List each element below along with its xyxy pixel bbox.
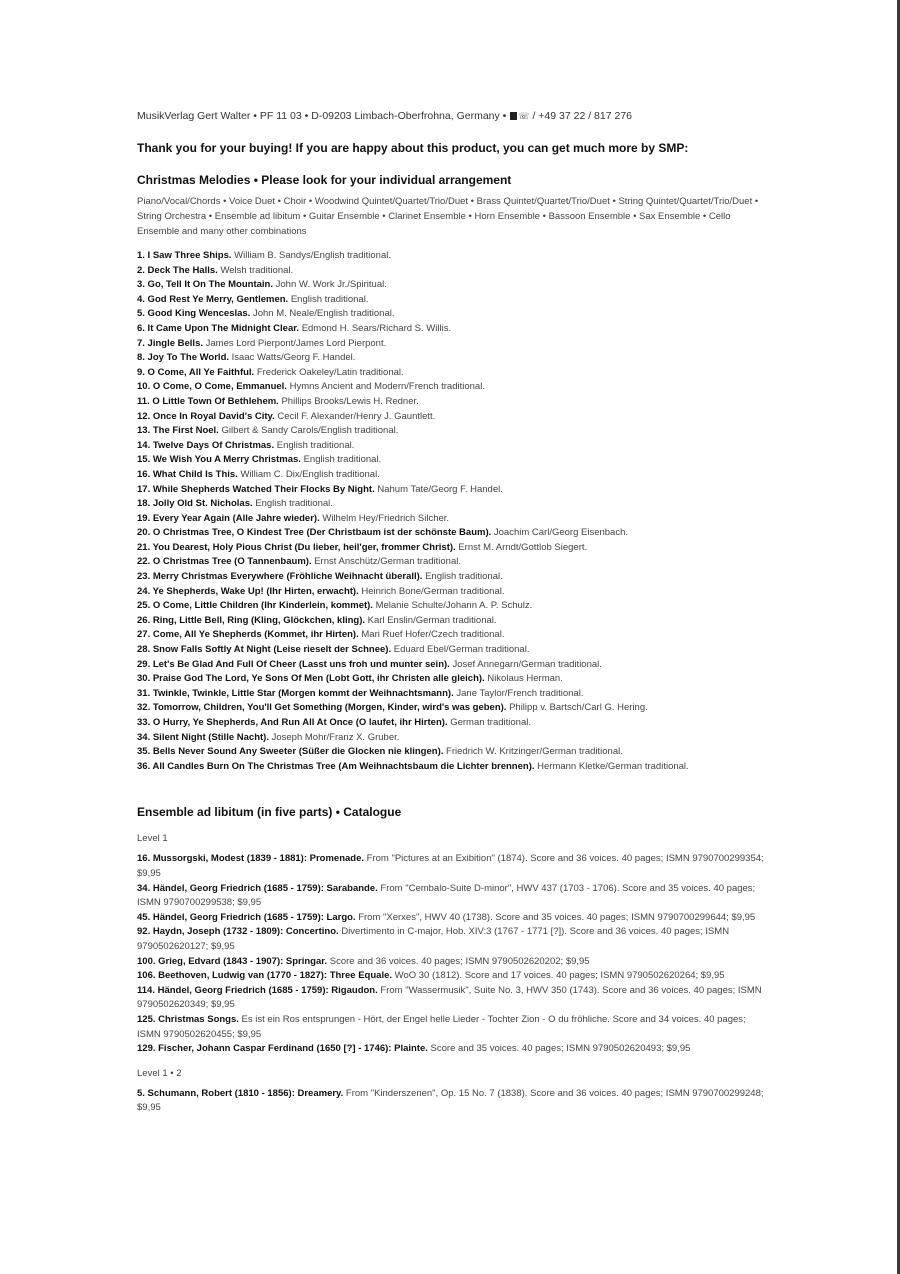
song-title: 28. Snow Falls Softly At Night (Leise rieselt der Schnee). — [137, 644, 392, 656]
song-credit: Hymns Ancient and Modern/French traditional. — [289, 381, 485, 393]
song-item — [137, 628, 765, 643]
entry-title: 34. Händel, Georg Friedrich (1685 - 1759): Sarabande. — [137, 882, 378, 894]
song-item — [137, 526, 765, 541]
song-credit: Friedrich W. Kritzinger/German traditional. — [446, 746, 623, 758]
song-title: 17. While Shepherds Watched Their Flocks By Night. — [137, 483, 375, 495]
song-title: 24. Ye Shepherds, Wake Up! (Ihr Hirten, erwacht). — [137, 585, 359, 597]
entry-title: 106. Beethoven, Ludwig van (1770 - 1827): Three Equale. — [137, 970, 393, 982]
song-item — [137, 672, 765, 687]
song-item — [137, 337, 765, 352]
song-item — [137, 278, 765, 293]
song-title: 5. Good King Wenceslas. — [137, 308, 251, 320]
song-item — [137, 453, 765, 468]
song-list — [137, 249, 765, 774]
song-item — [137, 439, 765, 454]
song-credit: Cecil F. Alexander/Henry J. Gauntlett. — [277, 410, 436, 422]
entry-description: From "Pictures at an Exibition" (1874). Score and 36 voices. 40 pages; ISMN 9790700299354; $9,95 — [137, 853, 764, 879]
song-title: 21. You Dearest, Holy Pious Christ (Du lieber, heil'ger, frommer Christ). — [137, 541, 456, 553]
entry-title: 5. Schumann, Robert (1810 - 1856): Dreamery. — [137, 1087, 344, 1099]
catalogue-entry — [137, 984, 765, 1013]
song-title: 11. O Little Town Of Bethlehem. — [137, 395, 279, 407]
song-credit: Hermann Kletke/German traditional. — [537, 760, 689, 772]
catalogue-entry-list — [137, 852, 765, 1056]
song-title: 25. O Come, Little Children (Ihr Kinderlein, kommet). — [137, 600, 373, 612]
entry-description: Score and 36 voices. 40 pages; ISMN 9790502620202; $9,95 — [329, 955, 590, 967]
song-credit: John M. Neale/English traditional. — [252, 308, 395, 320]
song-item — [137, 380, 765, 395]
song-title: 6. It Came Upon The Midnight Clear. — [137, 322, 300, 334]
phone-text: / +49 37 22 / 817 276 — [532, 110, 633, 122]
song-item — [137, 541, 765, 556]
catalogue-entry — [137, 1087, 765, 1116]
song-credit: Joseph Mohr/Franz X. Gruber. — [271, 731, 400, 743]
song-credit: Wilhelm Hey/Friedrich Silcher. — [322, 512, 450, 524]
song-item — [137, 687, 765, 702]
entry-title: 125. Christmas Songs. — [137, 1013, 239, 1025]
song-credit: English traditional. — [425, 571, 503, 583]
song-item — [137, 264, 765, 279]
fax-icon: ☏ — [518, 111, 530, 121]
song-item — [137, 483, 765, 498]
entry-description: Divertimento in C-major, Hob. XIV:3 (1767 - 1771 [?]). Score and 36 voices. 40 pages; ISMN 9790502620127; $9,95 — [137, 926, 730, 952]
song-title: 19. Every Year Again (Alle Jahre wieder). — [137, 512, 320, 524]
entry-title: 114. Händel, Georg Friedrich (1685 - 1759): Rigaudon. — [137, 984, 378, 996]
entry-title: 45. Händel, Georg Friedrich (1685 - 1759): Largo. — [137, 911, 356, 923]
song-title: 20. O Christmas Tree, O Kindest Tree (Der Christbaum ist der schönste Baum). — [137, 527, 492, 539]
song-item — [137, 716, 765, 731]
song-credit: John W. Work Jr./Spiritual. — [275, 279, 387, 291]
song-title: 31. Twinkle, Twinkle, Little Star (Morgen kommt der Weihnachtsmann). — [137, 687, 454, 699]
song-item — [137, 293, 765, 308]
entry-title: 129. Fischer, Johann Caspar Ferdinand (1650 [?] - 1746): Plainte. — [137, 1043, 428, 1055]
song-item — [137, 366, 765, 381]
catalogue-entry — [137, 925, 765, 954]
song-title: 3. Go, Tell It On The Mountain. — [137, 279, 273, 291]
entry-description: From "Wassermusik", Suite No. 3, HWV 350 (1743). Score and 36 voices. 40 pages; ISMN 9790502620349; $9,95 — [137, 984, 762, 1011]
song-title: 14. Twelve Days Of Christmas. — [137, 439, 275, 451]
song-credit: Melanie Schulte/Johann A. P. Schulz. — [375, 600, 533, 612]
song-item — [137, 614, 765, 629]
catalogue-entry — [137, 955, 765, 970]
song-title: 2. Deck The Halls. — [137, 264, 218, 276]
song-credit: Ernst M. Arndt/Gottlob Siegert. — [458, 541, 588, 553]
song-item — [137, 497, 765, 512]
song-item — [137, 468, 765, 483]
song-item — [137, 307, 765, 322]
song-item — [137, 249, 765, 264]
song-item — [137, 731, 765, 746]
song-credit: Philipp v. Bartsch/Carl G. Hering. — [509, 702, 648, 714]
phone-icon — [510, 112, 517, 120]
song-item — [137, 512, 765, 527]
song-credit: Joachim Carl/Georg Eisenbach. — [493, 527, 629, 539]
song-item — [137, 599, 765, 614]
song-credit: Welsh traditional. — [220, 264, 294, 276]
publisher-address — [137, 108, 765, 124]
song-item — [137, 424, 765, 439]
address-text: MusikVerlag Gert Walter • PF 11 03 • D-09203 Limbach-Oberfrohna, Germany • — [137, 110, 507, 122]
entry-title: 100. Grieg, Edvard (1843 - 1907): Springar. — [137, 955, 328, 967]
song-title: 16. What Child Is This. — [137, 468, 238, 480]
catalogue-entry — [137, 882, 765, 911]
song-title: 13. The First Noel. — [137, 425, 219, 437]
song-title: 29. Let's Be Glad And Full Of Cheer (Lasst uns froh und munter sein). — [137, 658, 450, 670]
song-credit: James Lord Pierpont/James Lord Pierpont. — [205, 337, 387, 349]
thank-you-line: Thank you for your buying! If you are happy about this product, you can get much more by SMP: — [137, 141, 689, 155]
song-item — [137, 658, 765, 673]
catalogue-entry — [137, 1042, 765, 1057]
song-item — [137, 585, 765, 600]
song-credit: Karl Enslin/German traditional. — [367, 614, 497, 626]
entry-description: From "Cembalo-Suite D-minor", HWV 437 (1703 - 1706). Score and 35 voices. 40 pages; ISMN 9790700299538; $9,95 — [137, 882, 756, 909]
song-item — [137, 410, 765, 425]
song-item — [137, 745, 765, 760]
song-credit: William B. Sandys/English traditional. — [234, 250, 391, 261]
song-title: 18. Jolly Old St. Nicholas. — [137, 498, 253, 510]
song-credit: Phillips Brooks/Lewis H. Redner. — [281, 395, 419, 407]
entry-description: Es ist ein Ros entsprungen - Hört, der Engel helle Lieder - Tochter Zion - O du fröhliche. Score and 34 voices. 40 pages; ISMN 9790502620455; $9,95 — [137, 1013, 746, 1040]
song-item — [137, 555, 765, 570]
entry-title: 92. Haydn, Joseph (1732 - 1809): Concertino. — [137, 926, 339, 938]
level-label: Level 1 • 2 — [137, 1067, 182, 1079]
entry-description: WoO 30 (1812). Score and 17 voices. 40 pages; ISMN 9790502620264; $9,95 — [394, 970, 725, 982]
song-credit: Nahum Tate/Georg F. Handel. — [377, 483, 503, 495]
song-credit: William C. Dix/English traditional. — [240, 468, 380, 480]
song-title: 26. Ring, Little Bell, Ring (Kling, Glöckchen, kling). — [137, 614, 366, 626]
catalogue-entry — [137, 852, 765, 881]
catalogue-entry — [137, 969, 765, 984]
entry-title: 16. Mussorgski, Modest (1839 - 1881): Promenade. — [137, 853, 365, 865]
song-credit: English traditional. — [276, 439, 355, 451]
song-title: 15. We Wish You A Merry Christmas. — [137, 454, 301, 466]
catalogue-entry — [137, 911, 765, 926]
song-title: 10. O Come, O Come, Emmanuel. — [137, 381, 287, 393]
level-label: Level 1 — [137, 833, 168, 845]
song-title: 12. Once In Royal David's City. — [137, 410, 275, 422]
song-title: 32. Tomorrow, Children, You'll Get Something (Morgen, Kinder, wird's was geben). — [137, 702, 507, 714]
catalogue-entry-list — [137, 1087, 765, 1116]
song-credit: Josef Annegarn/German traditional. — [452, 658, 602, 670]
song-credit: Gilbert & Sandy Carols/English traditional. — [221, 425, 399, 437]
song-item — [137, 322, 765, 337]
song-credit: English traditional. — [303, 454, 382, 466]
song-item — [137, 570, 765, 585]
song-title: 1. I Saw Three Ships. — [137, 250, 232, 261]
entry-description: Score and 35 voices. 40 pages; ISMN 9790502620493; $9,95 — [430, 1043, 691, 1055]
song-item — [137, 760, 765, 775]
song-item — [137, 395, 765, 410]
song-credit: Frederick Oakeley/Latin traditional. — [256, 366, 404, 378]
melodies-heading: Christmas Melodies • Please look for your individual arrangement — [137, 173, 512, 187]
song-title: 36. All Candles Burn On The Christmas Tree (Am Weihnachtsbaum die Lichter brennen). — [137, 760, 535, 772]
song-credit: Edmond H. Sears/Richard S. Willis. — [301, 322, 452, 334]
song-credit: English traditional. — [255, 498, 333, 510]
song-credit: Eduard Ebel/German traditional. — [393, 644, 530, 656]
instrumentation-list: Piano/Vocal/Chords • Voice Duet • Choir • Woodwind Quintet/Quartet/Trio/Duet • Brass Quintet/Quartet/Trio/Duet • String Quintet/Quartet/Trio/Duet • String Orchestra • Ensemble ad libitum • Guitar Ensemble • Clarinet Ensemble • Horn Ensemble • Bassoon Ensemble • Sax Ensemble • Cello Ensemble and many other combinations — [137, 196, 759, 237]
song-title: 4. God Rest Ye Merry, Gentlemen. — [137, 293, 289, 305]
catalogue-entry — [137, 1013, 765, 1042]
song-title: 30. Praise God The Lord, Ye Sons Of Men (Lobt Gott, ihr Christen alle gleich). — [137, 673, 485, 685]
document-page — [137, 108, 765, 1126]
song-title: 34. Silent Night (Stille Nacht). — [137, 731, 269, 743]
entry-description: From "Xerxes", HWV 40 (1738). Score and 35 voices. 40 pages; ISMN 9790700299644; $9,95 — [358, 911, 756, 923]
song-title: 7. Jingle Bells. — [137, 337, 203, 349]
song-credit: Ernst Anschütz/German traditional. — [314, 556, 461, 568]
song-credit: German traditional. — [450, 717, 531, 728]
catalogue-body — [137, 832, 765, 1116]
song-credit: Heinrich Bone/German traditional. — [361, 585, 505, 597]
song-title: 35. Bells Never Sound Any Sweeter (Süßer die Glocken nie klingen). — [137, 746, 444, 758]
song-credit: Isaac Watts/Georg F. Handel. — [231, 352, 356, 364]
song-credit: English traditional. — [290, 293, 369, 305]
song-title: 33. O Hurry, Ye Shepherds, And Run All At Once (O laufet, ihr Hirten). — [137, 717, 448, 728]
song-credit: Nikolaus Herman. — [487, 673, 563, 685]
song-item — [137, 643, 765, 658]
song-credit: Mari Ruef Hofer/Czech traditional. — [361, 629, 505, 641]
song-title: 9. O Come, All Ye Faithful. — [137, 366, 255, 378]
song-title: 27. Come, All Ye Shepherds (Kommet, ihr Hirten). — [137, 629, 359, 641]
song-title: 23. Merry Christmas Everywhere (Fröhliche Weihnacht überall). — [137, 571, 423, 583]
entry-description: From "Kinderszenen", Op. 15 No. 7 (1838). Score and 36 voices. 40 pages; ISMN 9790700299248; $9,95 — [137, 1087, 764, 1114]
song-item — [137, 351, 765, 366]
song-title: 22. O Christmas Tree (O Tannenbaum). — [137, 556, 312, 568]
song-title: 8. Joy To The World. — [137, 352, 230, 364]
catalogue-heading: Ensemble ad libitum (in five parts) • Catalogue — [137, 805, 402, 820]
song-credit: Jane Taylor/French traditional. — [456, 687, 584, 699]
song-item — [137, 701, 765, 716]
